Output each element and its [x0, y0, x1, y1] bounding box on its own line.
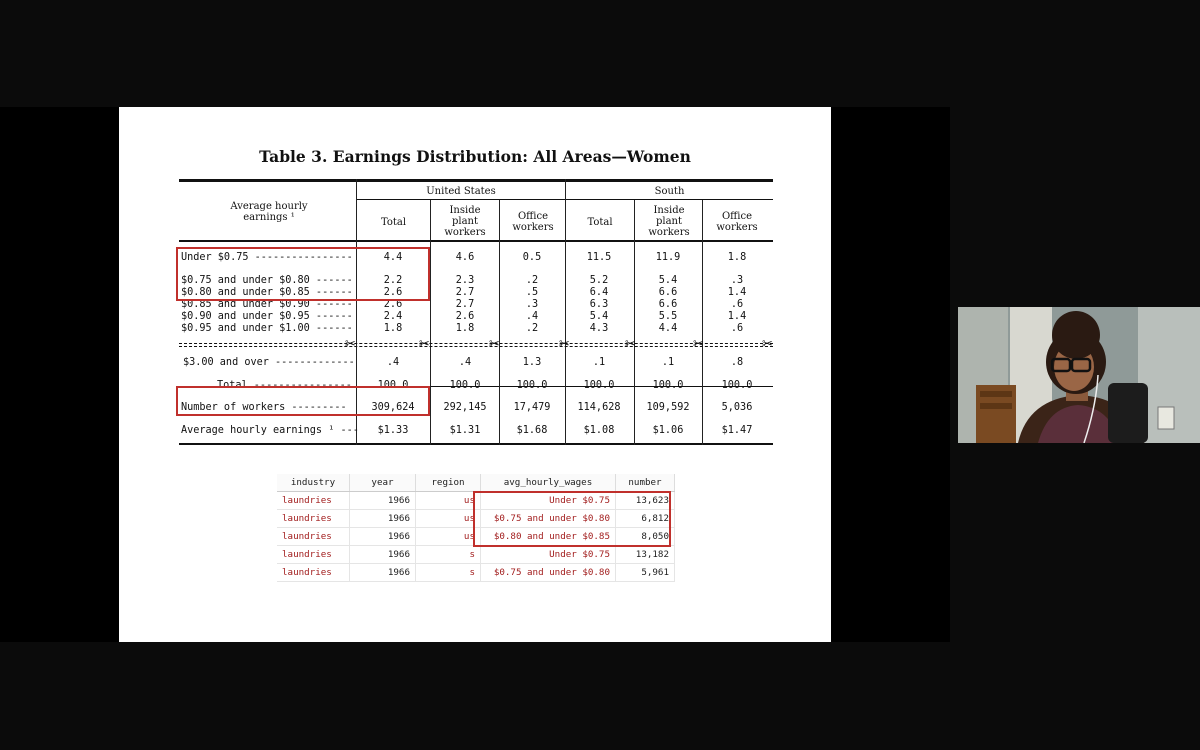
table-top-rule: [179, 179, 773, 182]
header-bottom-rule: [179, 240, 773, 242]
cell-number: 8,050: [616, 528, 675, 546]
scan-cell: .6: [730, 323, 744, 334]
col-avg-hourly-wages: avg_hourly_wages: [481, 474, 616, 492]
scan-cell: 5.4: [658, 275, 678, 286]
slide-title: Table 3. Earnings Distribution: All Areas—Women: [259, 147, 691, 166]
cell-number: 5,961: [616, 564, 675, 582]
scan-cell: .1: [661, 357, 675, 368]
scan-cell: 309,624: [371, 402, 415, 413]
cell-year: 1966: [350, 492, 416, 510]
scan-cell: 6.4: [589, 287, 609, 298]
cut-line: [179, 343, 773, 344]
scan-cell: 100.0: [652, 380, 684, 391]
col-header: Inside plant workers: [444, 205, 486, 238]
scan-row-label: Total ----------------: [217, 380, 352, 391]
scan-cell: 2.4: [383, 311, 403, 322]
col-header: Total: [380, 217, 407, 228]
scan-row-label: Number of workers ---------: [181, 402, 347, 413]
cell-industry: laundries: [277, 564, 350, 582]
col-rule: [702, 200, 703, 445]
scan-cell: 6.6: [658, 287, 678, 298]
scissors-icon: ✂: [419, 337, 430, 352]
scan-cell: 5.4: [589, 311, 609, 322]
cell-avg-hourly-wages: Under $0.75: [481, 546, 616, 564]
scan-cell: 4.6: [455, 252, 475, 263]
col-rule: [634, 200, 635, 445]
scan-cell: 0.5: [522, 252, 542, 263]
scan-row-label: $0.75 and under $0.80 ------: [181, 275, 353, 286]
scan-cell: $1.68: [516, 425, 548, 436]
scan-cell: 100.0: [721, 380, 753, 391]
col-number: number: [616, 474, 675, 492]
scan-cell: 2.6: [383, 287, 403, 298]
scan-row-label: $0.85 and under $0.90 ------: [181, 299, 353, 310]
scan-cell: 4.4: [658, 323, 678, 334]
scan-row-label: Average hourly earnings ¹ ---: [181, 425, 359, 436]
scan-cell: 1.8: [383, 323, 403, 334]
cell-number: 13,182: [616, 546, 675, 564]
cell-year: 1966: [350, 528, 416, 546]
presenter-video-icon: [958, 307, 1200, 443]
scan-row-label: $0.90 and under $0.95 ------: [181, 311, 353, 322]
scan-cell: 11.5: [586, 252, 612, 263]
scan-cell: 6.6: [658, 299, 678, 310]
scissors-icon: ✂: [762, 337, 773, 352]
scan-cell: 100.0: [377, 380, 409, 391]
scan-cell: .3: [525, 299, 539, 310]
scan-cell: 100.0: [516, 380, 548, 391]
cell-avg-hourly-wages: $0.80 and under $0.85: [481, 528, 616, 546]
col-header: Office workers: [716, 211, 758, 233]
scan-cell: 4.3: [589, 323, 609, 334]
cell-industry: laundries: [277, 492, 350, 510]
scan-cell: .2: [525, 323, 539, 334]
scan-cell: .4: [458, 357, 472, 368]
scan-cell: 2.6: [383, 299, 403, 310]
scan-cell: 5.2: [589, 275, 609, 286]
scan-cell: $1.06: [652, 425, 684, 436]
scan-cell: .1: [592, 357, 606, 368]
scan-cell: 109,592: [646, 402, 690, 413]
scan-cell: 1.3: [522, 357, 542, 368]
cut-line: [179, 346, 773, 347]
scan-cell: 1.4: [727, 287, 747, 298]
cell-industry: laundries: [277, 546, 350, 564]
scan-cell: 6.3: [589, 299, 609, 310]
scan-cell: 5,036: [721, 402, 753, 413]
scan-cell: 5.5: [658, 311, 678, 322]
row-header: Average hourly earnings ¹: [230, 201, 308, 223]
scan-cell: 114,628: [577, 402, 621, 413]
col-rule: [430, 200, 431, 445]
cell-region: s: [416, 564, 481, 582]
scan-row-label: $0.80 and under $0.85 ------: [181, 287, 353, 298]
scan-cell: 2.7: [455, 287, 475, 298]
scan-cell: 1.4: [727, 311, 747, 322]
cell-year: 1966: [350, 564, 416, 582]
scan-cell: 17,479: [513, 402, 551, 413]
scan-cell: .6: [730, 299, 744, 310]
scan-cell: 11.9: [655, 252, 681, 263]
cell-number: 13,623: [616, 492, 675, 510]
scan-cell: 2.3: [455, 275, 475, 286]
col-header: Inside plant workers: [648, 205, 690, 238]
highlight-box-rows: [176, 247, 430, 301]
cell-region: us: [416, 492, 481, 510]
scissors-icon: ✂: [489, 337, 500, 352]
col-region: region: [416, 474, 481, 492]
col-header: Office workers: [512, 211, 554, 233]
scan-cell: 4.4: [383, 252, 403, 263]
scan-cell: $1.08: [583, 425, 615, 436]
col-year: year: [350, 474, 416, 492]
table-bottom-rule: [179, 443, 773, 445]
scan-cell: $1.31: [449, 425, 481, 436]
cell-region: us: [416, 528, 481, 546]
cell-year: 1966: [350, 546, 416, 564]
cell-avg-hourly-wages: $0.75 and under $0.80: [481, 564, 616, 582]
scan-cell: .2: [525, 275, 539, 286]
scan-cell: 100.0: [449, 380, 481, 391]
cell-avg-hourly-wages: Under $0.75: [481, 492, 616, 510]
scan-cell: 292,145: [443, 402, 487, 413]
scissors-icon: ✂: [693, 337, 704, 352]
cell-region: us: [416, 510, 481, 528]
scanned-earnings-table: [179, 179, 773, 445]
scan-cell: $1.33: [377, 425, 409, 436]
scan-row-label: $0.95 and under $1.00 ------: [181, 323, 353, 334]
scissors-icon: ✂: [625, 337, 636, 352]
scan-cell: 2.6: [455, 311, 475, 322]
presentation-slide: [119, 107, 831, 642]
scan-cell: .4: [386, 357, 400, 368]
table-header-row: [277, 474, 675, 492]
scan-row-label: $3.00 and over -------------: [183, 357, 355, 368]
scissors-icon: ✂: [345, 337, 356, 352]
scan-cell: .5: [525, 287, 539, 298]
scan-cell: 2.2: [383, 275, 403, 286]
highlight-box-workers: [176, 386, 430, 416]
scan-cell: .4: [525, 311, 539, 322]
scissors-icon: ✂: [559, 337, 570, 352]
group-header-south: South: [654, 186, 685, 197]
cell-year: 1966: [350, 510, 416, 528]
cell-region: s: [416, 546, 481, 564]
scan-cell: 2.7: [455, 299, 475, 310]
scan-cell: 1.8: [455, 323, 475, 334]
scan-cell: $1.47: [721, 425, 753, 436]
cell-avg-hourly-wages: $0.75 and under $0.80: [481, 510, 616, 528]
cell-industry: laundries: [277, 510, 350, 528]
table-row: [277, 564, 675, 582]
col-industry: industry: [277, 474, 350, 492]
col-header: Total: [587, 217, 613, 228]
highlight-box-table: [473, 491, 671, 547]
cell-industry: laundries: [277, 528, 350, 546]
scan-row-label: Under $0.75 ----------------: [181, 252, 353, 263]
scan-cell: .8: [730, 357, 744, 368]
scan-cell: 100.0: [583, 380, 615, 391]
presenter-webcam: [958, 307, 1200, 443]
group-header-us: United States: [426, 186, 496, 197]
scan-cell: 1.8: [727, 252, 747, 263]
cell-number: 6,812: [616, 510, 675, 528]
scan-cell: .3: [730, 275, 744, 286]
table-row: [277, 546, 675, 564]
